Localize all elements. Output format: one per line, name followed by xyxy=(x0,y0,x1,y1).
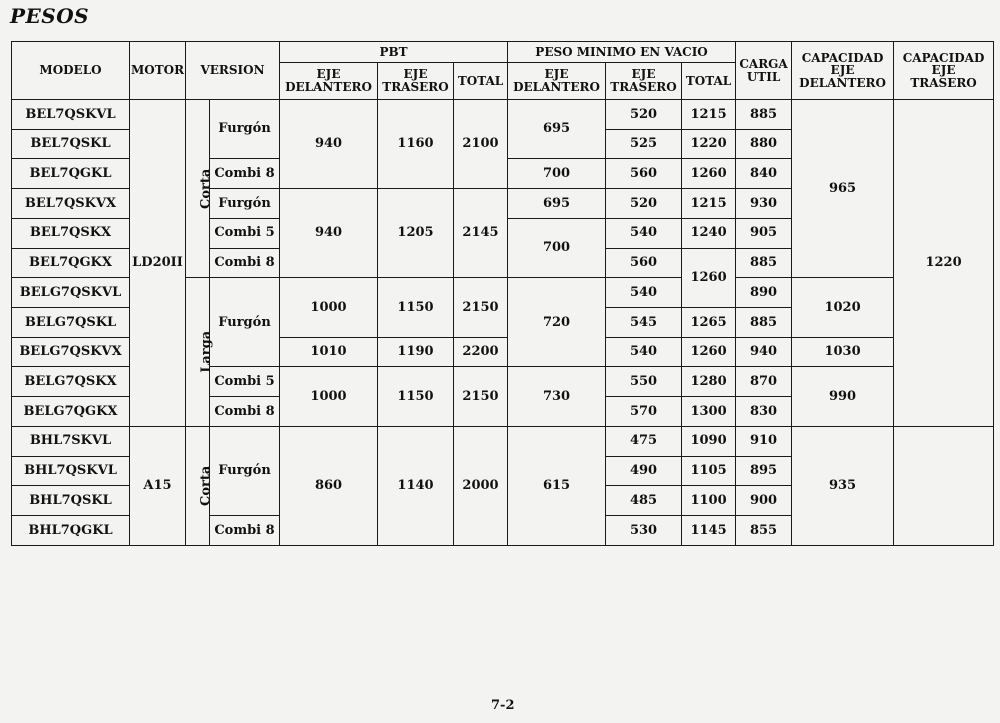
vacio-trasero-cell: 490 xyxy=(606,456,682,486)
vacio-trasero-cell: 475 xyxy=(606,426,682,456)
header-carga-util-line1: CARGA xyxy=(739,56,788,71)
vacio-total-cell: 1260 xyxy=(682,337,736,367)
model-cell: BEL7QSKVX xyxy=(12,189,130,219)
vacio-delantero-cell: 615 xyxy=(508,426,606,545)
vacio-total-cell: 1260 xyxy=(682,248,736,307)
vacio-trasero-cell: 525 xyxy=(606,129,682,159)
vacio-trasero-cell: 560 xyxy=(606,248,682,278)
pbt-delantero-cell: 1000 xyxy=(280,367,378,426)
capacidad-delantero-cell: 965 xyxy=(792,100,894,278)
header-vac-del-line1: EJE xyxy=(544,67,569,82)
table-row xyxy=(12,426,994,456)
length-cell xyxy=(186,100,214,278)
header-carga-util-line2: UTIL xyxy=(746,69,781,84)
length-cell xyxy=(186,426,214,545)
vacio-delantero-cell: 730 xyxy=(508,367,606,426)
capacidad-trasero-cell xyxy=(894,426,994,545)
carga-util-cell: 840 xyxy=(736,159,792,189)
pbt-delantero-cell: 940 xyxy=(280,189,378,278)
header-pbt-del-line2: DELANTERO xyxy=(285,80,372,94)
vacio-delantero-cell: 700 xyxy=(508,159,606,189)
weights-table xyxy=(11,41,994,546)
length-label: Corta xyxy=(198,465,214,507)
version-cell: Furgón xyxy=(210,100,280,159)
pbt-trasero-cell: 1150 xyxy=(378,278,454,337)
pbt-total-cell: 2145 xyxy=(454,189,508,278)
page-number: 7-2 xyxy=(491,698,515,713)
vacio-trasero-cell: 540 xyxy=(606,278,682,308)
page-title: PESOS xyxy=(10,4,90,28)
carga-util-cell: 910 xyxy=(736,426,792,456)
pbt-total-cell: 2200 xyxy=(454,337,508,367)
header-motor: MOTOR xyxy=(130,42,186,100)
vacio-total-cell: 1265 xyxy=(682,308,736,338)
table-row xyxy=(12,100,994,130)
vacio-total-cell: 1215 xyxy=(682,189,736,219)
carga-util-cell: 895 xyxy=(736,456,792,486)
capacidad-delantero-cell: 990 xyxy=(792,367,894,426)
header-vacio-total: TOTAL xyxy=(682,63,736,100)
carga-util-cell: 885 xyxy=(736,100,792,130)
model-cell: BEL7QSKL xyxy=(12,129,130,159)
pbt-trasero-cell: 1205 xyxy=(378,189,454,278)
model-cell: BEL7QGKX xyxy=(12,248,130,278)
carga-util-cell: 870 xyxy=(736,367,792,397)
pbt-trasero-cell: 1160 xyxy=(378,100,454,189)
version-cell: Combi 8 xyxy=(210,397,280,427)
pbt-delantero-cell: 940 xyxy=(280,100,378,189)
vacio-total-cell: 1105 xyxy=(682,456,736,486)
carga-util-cell: 855 xyxy=(736,516,792,546)
version-cell: Furgón xyxy=(210,189,280,219)
vacio-total-cell: 1220 xyxy=(682,129,736,159)
motor-cell: A15 xyxy=(130,426,186,545)
model-cell: BHL7QGKL xyxy=(12,516,130,546)
vacio-delantero-cell: 695 xyxy=(508,100,606,159)
header-peso-minimo: PESO MINIMO EN VACIO xyxy=(508,42,736,63)
header-capacidad-trasero xyxy=(894,42,994,100)
header-pbt-tra-line2: TRASERO xyxy=(382,80,449,94)
capacidad-delantero-cell: 1020 xyxy=(792,278,894,337)
capacidad-delantero-cell: 935 xyxy=(792,426,894,545)
header-cap-tra-line3: TRASERO xyxy=(910,75,977,90)
vacio-total-cell: 1215 xyxy=(682,100,736,130)
vacio-trasero-cell: 540 xyxy=(606,218,682,248)
header-carga-util xyxy=(736,42,792,100)
pbt-trasero-cell: 1150 xyxy=(378,367,454,426)
model-cell: BELG7QSKVL xyxy=(12,278,130,308)
vacio-total-cell: 1300 xyxy=(682,397,736,427)
vacio-trasero-cell: 520 xyxy=(606,189,682,219)
header-pbt-tra-line1: EJE xyxy=(403,67,428,82)
header-version: VERSION xyxy=(186,42,280,100)
version-cell: Furgón xyxy=(210,278,280,367)
header-cap-del-line2: EJE xyxy=(830,63,855,78)
model-cell: BELG7QGKX xyxy=(12,397,130,427)
model-cell: BHL7SKVL xyxy=(12,426,130,456)
header-vacio-eje-delantero xyxy=(508,63,606,100)
vacio-trasero-cell: 540 xyxy=(606,337,682,367)
header-modelo: MODELO xyxy=(12,42,130,100)
version-cell: Combi 8 xyxy=(210,248,280,278)
model-cell: BEL7QSKVL xyxy=(12,100,130,130)
vacio-delantero-cell: 695 xyxy=(508,189,606,219)
carga-util-cell: 885 xyxy=(736,308,792,338)
carga-util-cell: 890 xyxy=(736,278,792,308)
pbt-total-cell: 2150 xyxy=(454,278,508,337)
header-cap-tra-line2: EJE xyxy=(931,63,956,78)
header-vac-del-line2: DELANTERO xyxy=(513,80,600,94)
model-cell: BELG7QSKX xyxy=(12,367,130,397)
header-pbt-eje-trasero xyxy=(378,63,454,100)
vacio-trasero-cell: 560 xyxy=(606,159,682,189)
carga-util-cell: 940 xyxy=(736,337,792,367)
header-cap-del-line1: CAPACIDAD xyxy=(801,50,884,65)
pbt-delantero-cell: 860 xyxy=(280,426,378,545)
carga-util-cell: 830 xyxy=(736,397,792,427)
model-cell: BELG7QSKL xyxy=(12,308,130,338)
carga-util-cell: 885 xyxy=(736,248,792,278)
carga-util-cell: 880 xyxy=(736,129,792,159)
header-cap-tra-line1: CAPACIDAD xyxy=(902,50,985,65)
vacio-delantero-cell: 720 xyxy=(508,278,606,367)
header-pbt-del-line1: EJE xyxy=(316,67,341,82)
model-cell: BEL7QGKL xyxy=(12,159,130,189)
pbt-delantero-cell: 1000 xyxy=(280,278,378,337)
pbt-total-cell: 2100 xyxy=(454,100,508,189)
vacio-delantero-cell: 700 xyxy=(508,218,606,277)
vacio-total-cell: 1260 xyxy=(682,159,736,189)
vacio-trasero-cell: 570 xyxy=(606,397,682,427)
header-cap-del-line3: DELANTERO xyxy=(799,75,886,90)
length-label: Larga xyxy=(199,331,215,374)
vacio-total-cell: 1100 xyxy=(682,486,736,516)
version-cell: Combi 5 xyxy=(210,218,280,248)
version-cell: Combi 5 xyxy=(210,367,280,397)
vacio-total-cell: 1090 xyxy=(682,426,736,456)
header-vac-tra-line2: TRASERO xyxy=(610,80,677,94)
header-row-1 xyxy=(12,42,994,63)
vacio-trasero-cell: 520 xyxy=(606,100,682,130)
vacio-trasero-cell: 545 xyxy=(606,308,682,338)
vacio-trasero-cell: 485 xyxy=(606,486,682,516)
version-cell: Combi 8 xyxy=(210,159,280,189)
vacio-total-cell: 1145 xyxy=(682,516,736,546)
vacio-trasero-cell: 550 xyxy=(606,367,682,397)
motor-cell: LD20II xyxy=(130,100,186,427)
pbt-trasero-cell: 1140 xyxy=(378,426,454,545)
carga-util-cell: 900 xyxy=(736,486,792,516)
capacidad-trasero-cell: 1220 xyxy=(894,100,994,427)
model-cell: BHL7QSKVL xyxy=(12,456,130,486)
pbt-trasero-cell: 1190 xyxy=(378,337,454,367)
header-pbt: PBT xyxy=(280,42,508,63)
carga-util-cell: 905 xyxy=(736,218,792,248)
vacio-total-cell: 1240 xyxy=(682,218,736,248)
length-label: Corta xyxy=(198,168,214,209)
vacio-trasero-cell: 530 xyxy=(606,516,682,546)
header-capacidad-delantero xyxy=(792,42,894,100)
version-cell: Combi 8 xyxy=(210,516,280,546)
model-cell: BHL7QSKL xyxy=(12,486,130,516)
pbt-total-cell: 2000 xyxy=(454,426,508,545)
vacio-total-cell: 1280 xyxy=(682,367,736,397)
length-cell xyxy=(186,278,215,427)
carga-util-cell: 930 xyxy=(736,189,792,219)
header-pbt-eje-delantero xyxy=(280,63,378,100)
pbt-delantero-cell: 1010 xyxy=(280,337,378,367)
capacidad-delantero-cell: 1030 xyxy=(792,337,894,367)
model-cell: BELG7QSKVX xyxy=(12,337,130,367)
header-pbt-total: TOTAL xyxy=(454,63,508,100)
model-cell: BEL7QSKX xyxy=(12,218,130,248)
version-cell: Furgón xyxy=(210,426,280,515)
pbt-total-cell: 2150 xyxy=(454,367,508,426)
header-vacio-eje-trasero xyxy=(606,63,682,100)
header-vac-tra-line1: EJE xyxy=(631,67,656,82)
